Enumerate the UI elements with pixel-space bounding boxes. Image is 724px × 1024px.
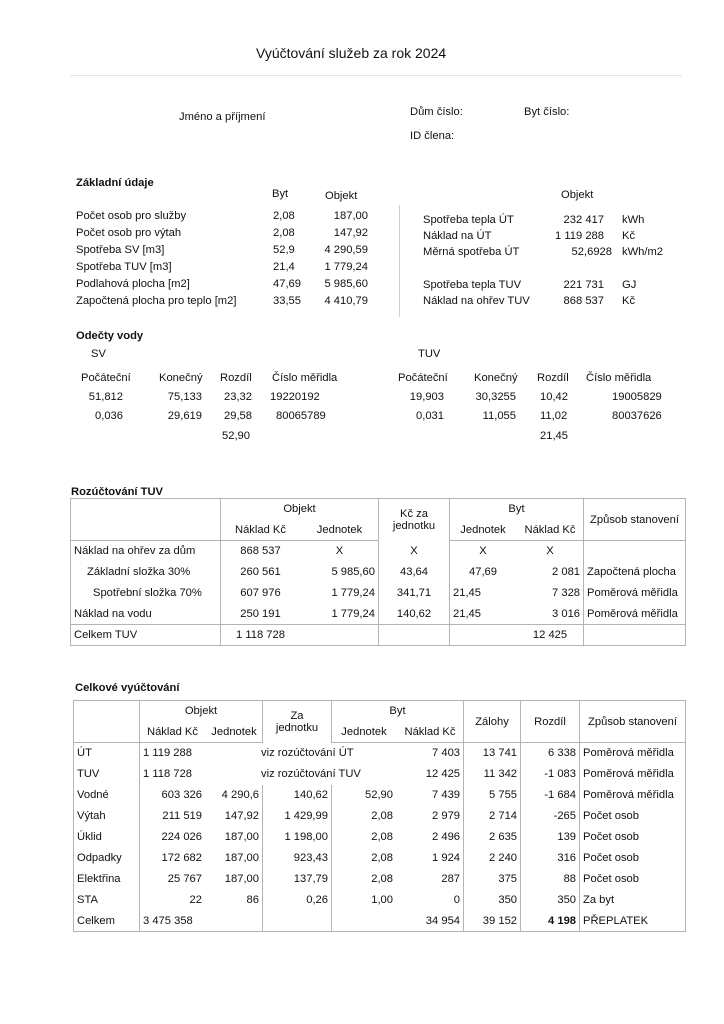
water-cell: 11,055 <box>482 410 516 422</box>
total-row-zalohy: 5 755 <box>464 785 521 806</box>
heat-row-unit: kWh/m2 <box>622 246 664 258</box>
total-row-za-jednotku: 137,79 <box>263 869 332 890</box>
total-row-naklad: 211 519 <box>140 806 206 827</box>
total-row-zpusob: Poměrová měřidla <box>580 785 686 806</box>
heat-row-label: Měrná spotřeba ÚT <box>423 246 520 258</box>
total-row-label: Úklid <box>74 827 140 848</box>
tuv-row-byt-naklad: 2 081 <box>517 562 584 583</box>
tuv-row-naklad: 260 561 <box>221 562 301 583</box>
total-row-rozdil: -1 684 <box>521 785 580 806</box>
total-row-za-jednotku: 140,62 <box>263 785 332 806</box>
water-cell: 19005829 <box>612 391 662 403</box>
total-row-label: STA <box>74 890 140 911</box>
basic-row-byt: 47,69 <box>273 278 301 290</box>
water-cell: 29,619 <box>167 410 202 422</box>
basic-row-label: Počet osob pro výtah <box>76 227 182 239</box>
house-label: Dům číslo: <box>410 106 463 118</box>
heat-row-label: Náklad na ohřev TUV <box>423 295 530 307</box>
total-header-byt-jednotek: Jednotek <box>332 722 397 743</box>
total-sum-zalohy: 39 152 <box>464 911 521 932</box>
heat-row-unit: GJ <box>622 279 637 291</box>
basic-row-label: Spotřeba SV [m3] <box>76 244 165 256</box>
tuv-row-kc: 43,64 <box>379 562 450 583</box>
total-row-rozdil: 6 338 <box>521 743 580 764</box>
total-row-zalohy: 375 <box>464 869 521 890</box>
heat-row-unit: kWh <box>622 214 645 226</box>
tuv-total-naklad: 1 118 728 <box>221 625 301 646</box>
tuv-row-naklad: 868 537 <box>221 541 301 562</box>
basic-row-byt: 33,55 <box>273 295 301 307</box>
basic-right-col-objekt: Objekt <box>561 189 594 201</box>
tuv-row <box>71 583 686 604</box>
tuv-header-jednotek: Jednotek <box>301 520 379 541</box>
total-row-za-jednotku: 923,43 <box>263 848 332 869</box>
tuv-row-label: Základní složka 30% <box>71 562 221 583</box>
total-row-naklad: 25 767 <box>140 869 206 890</box>
tuv-row <box>71 562 686 583</box>
total-row-zalohy: 13 741 <box>464 743 521 764</box>
total-row <box>74 785 686 806</box>
tuv-total-jednotek <box>301 625 379 646</box>
heat-row-value: 868 537 <box>563 295 604 307</box>
tuv-row-jednotek: 5 985,60 <box>301 562 379 583</box>
water-cell: 10,42 <box>540 391 568 403</box>
tuv-row-zpusob <box>584 541 686 562</box>
total-row-zalohy: 2 240 <box>464 848 521 869</box>
total-row-byt-naklad: 7 439 <box>397 785 464 806</box>
tuv-header-byt: Byt <box>450 499 584 520</box>
total-row-label: Výtah <box>74 806 140 827</box>
tuv-total-label: Celkem TUV <box>71 625 221 646</box>
total-row-note: viz rozúčtování ÚT <box>206 743 397 764</box>
total-table <box>73 700 686 932</box>
total-row <box>74 827 686 848</box>
total-row-label: ÚT <box>74 743 140 764</box>
basic-row-objekt: 5 985,60 <box>324 278 368 290</box>
tuv-row-byt-jednotek: X <box>450 541 517 562</box>
total-row-ut <box>74 743 686 764</box>
total-row-naklad: 22 <box>140 890 206 911</box>
total-row-zpusob: Poměrová měřidla <box>580 743 686 764</box>
basic-row-byt: 52,9 <box>273 244 295 256</box>
total-row-naklad: 1 118 728 <box>140 764 206 785</box>
water-cell: 0,031 <box>416 410 444 422</box>
water-col-header: Konečný <box>474 372 518 384</box>
total-row-jednotek: 187,00 <box>206 848 263 869</box>
tuv-row-label: Spotřební složka 70% <box>71 583 221 604</box>
basic-row-byt: 21,4 <box>273 261 295 273</box>
page-title: Vyúčtování služeb za rok 2024 <box>256 45 447 61</box>
water-cell: 30,3255 <box>475 391 516 403</box>
total-row <box>74 848 686 869</box>
water-col-header: Konečný <box>159 372 203 384</box>
total-row-jednotek: 187,00 <box>206 869 263 890</box>
water-cell: 19220192 <box>270 391 320 403</box>
total-row-byt-jednotek: 2,08 <box>332 869 397 890</box>
water-cell: 23,32 <box>224 391 252 403</box>
tuv-header-objekt: Objekt <box>221 499 379 520</box>
total-row-zpusob: Za byt <box>580 890 686 911</box>
tuv-header-empty <box>71 499 221 520</box>
total-row-jednotek: 147,92 <box>206 806 263 827</box>
tuv-header-zpusob: Způsob stanovení <box>584 499 686 541</box>
tuv-row-label: Náklad na vodu <box>71 604 221 625</box>
total-header-byt-naklad: Náklad Kč <box>397 722 464 743</box>
total-row-byt-jednotek: 52,90 <box>332 785 397 806</box>
total-row-note: viz rozúčtování TUV <box>261 768 361 780</box>
flat-label: Byt číslo: <box>524 106 570 118</box>
water-heading: Odečty vody <box>76 330 144 342</box>
total-header-jednotek: Jednotek <box>206 722 263 743</box>
total-row-za-jednotku: 1 429,99 <box>263 806 332 827</box>
heat-row-unit: Kč <box>622 295 636 307</box>
water-col-header: Počáteční <box>81 372 131 384</box>
total-row <box>74 890 686 911</box>
tuv-row-jednotek: 1 779,24 <box>301 604 379 625</box>
total-row-za-jednotku: 0,26 <box>263 890 332 911</box>
total-header-zalohy: Zálohy <box>464 701 521 743</box>
heat-row-value: 52,6928 <box>571 246 612 258</box>
tuv-row-kc: 341,71 <box>379 583 450 604</box>
tuv-total-kc <box>379 625 450 646</box>
tuv-header-byt-jednotek: Jednotek <box>450 520 517 541</box>
total-row-label: Odpadky <box>74 848 140 869</box>
total-row-jednotek: 187,00 <box>206 827 263 848</box>
water-cell: 75,133 <box>167 391 202 403</box>
water-cell: 80065789 <box>276 410 326 422</box>
total-sum-empty <box>206 911 263 932</box>
tuv-total-row <box>71 625 686 646</box>
total-row-zpusob: Počet osob <box>580 827 686 848</box>
tuv-header-naklad: Náklad Kč <box>221 520 301 541</box>
tuv-row-byt-naklad: X <box>517 541 584 562</box>
tuv-row-kc: X <box>379 541 450 562</box>
total-row-zpusob: Poměrová měřidla <box>580 764 686 785</box>
tuv-row-naklad: 250 191 <box>221 604 301 625</box>
total-row-rozdil: 88 <box>521 869 580 890</box>
water-cell: 51,812 <box>88 391 123 403</box>
tuv-header-byt-naklad: Náklad Kč <box>517 520 584 541</box>
basic-row-objekt: 147,92 <box>333 227 368 239</box>
heat-row-label: Náklad na ÚT <box>423 230 492 242</box>
basic-col-byt: Byt <box>272 188 289 200</box>
total-row-zalohy: 2 635 <box>464 827 521 848</box>
tuv-row-kc: 140,62 <box>379 604 450 625</box>
total-row-label: TUV <box>74 764 140 785</box>
total-row <box>74 869 686 890</box>
heat-row-label: Spotřeba tepla ÚT <box>423 214 514 226</box>
total-row-byt-jednotek: 2,08 <box>332 848 397 869</box>
total-row-zalohy: 350 <box>464 890 521 911</box>
total-row-byt-naklad: 0 <box>397 890 464 911</box>
total-row-zalohy: 11 342 <box>464 764 521 785</box>
total-header-rozdil: Rozdíl <box>521 701 580 743</box>
total-row-tuv <box>74 764 686 785</box>
total-row-byt-jednotek: 1,00 <box>332 890 397 911</box>
basic-row-label: Spotřeba TUV [m3] <box>76 261 172 273</box>
total-header-empty <box>74 722 140 743</box>
basic-row-label: Počet osob pro služby <box>76 210 187 222</box>
total-row-rozdil: -265 <box>521 806 580 827</box>
tuv-row <box>71 541 686 562</box>
total-row-byt-jednotek: 2,08 <box>332 827 397 848</box>
total-row-byt-naklad: 7 403 <box>397 743 464 764</box>
tuv-row <box>71 604 686 625</box>
total-row-naklad: 224 026 <box>140 827 206 848</box>
basic-row-objekt: 1 779,24 <box>324 261 368 273</box>
total-header-naklad: Náklad Kč <box>140 722 206 743</box>
water-col-header: Počáteční <box>398 372 448 384</box>
basic-row-objekt: 187,00 <box>333 210 368 222</box>
tuv-row-byt-jednotek: 21,45 <box>450 604 517 625</box>
heat-row-value: 232 417 <box>563 214 604 226</box>
total-header-empty <box>74 701 140 722</box>
total-row-zalohy: 2 714 <box>464 806 521 827</box>
name-label: Jméno a příjmení <box>179 111 266 123</box>
water-cell: 19,903 <box>409 391 444 403</box>
total-row-jednotek: 86 <box>206 890 263 911</box>
total-row-za-jednotku: 1 198,00 <box>263 827 332 848</box>
tuv-total-byt-jednotek <box>450 625 517 646</box>
total-header-objekt: Objekt <box>140 701 263 722</box>
heat-row-value: 1 119 288 <box>555 230 604 242</box>
water-cell: 0,036 <box>95 410 123 422</box>
total-sum-zpusob: PŘEPLATEK <box>580 911 686 932</box>
total-row-rozdil: -1 083 <box>521 764 580 785</box>
basic-row-byt: 2,08 <box>273 227 295 239</box>
total-row-jednotek: 4 290,6 <box>206 785 263 806</box>
water-cell: 29,58 <box>224 410 252 422</box>
tuv-row-byt-jednotek: 47,69 <box>450 562 517 583</box>
water-col-header: Rozdíl <box>537 372 569 384</box>
total-row <box>74 806 686 827</box>
water-sv-total: 52,90 <box>222 430 250 442</box>
total-row-byt-naklad: 12 425 <box>397 764 464 785</box>
total-row-naklad: 172 682 <box>140 848 206 869</box>
total-sum-naklad: 3 475 358 <box>140 911 206 932</box>
total-row-byt-jednotek: 2,08 <box>332 806 397 827</box>
total-sum-empty <box>332 911 397 932</box>
heat-row-label: Spotřeba tepla TUV <box>423 279 522 291</box>
water-cell: 11,02 <box>540 410 568 422</box>
tuv-table <box>70 498 686 646</box>
basic-heading: Základní údaje <box>76 177 154 189</box>
total-sum-rozdil: 4 198 <box>521 911 580 932</box>
total-row-byt-naklad: 2 979 <box>397 806 464 827</box>
total-row-zpusob: Počet osob <box>580 869 686 890</box>
tuv-total-byt-naklad: 12 425 <box>517 625 584 646</box>
total-sum-empty <box>263 911 332 932</box>
total-header-za: Za jednotku <box>263 701 332 743</box>
heat-row-unit: Kč <box>622 230 636 242</box>
tuv-heading: Rozúčtování TUV <box>71 486 163 498</box>
water-col-header: Číslo měřidla <box>586 372 652 384</box>
basic-row-label: Podlahová plocha [m2] <box>76 278 190 290</box>
tuv-header-kc: Kč za jednotku <box>379 499 450 541</box>
basic-row-byt: 2,08 <box>273 210 295 222</box>
total-row-naklad: 603 326 <box>140 785 206 806</box>
total-row-zpusob: Počet osob <box>580 806 686 827</box>
tuv-row-zpusob: Započtená plocha <box>584 562 686 583</box>
total-header-byt: Byt <box>332 701 464 722</box>
water-tuv-label: TUV <box>418 348 441 360</box>
member-id-label: ID člena: <box>410 130 455 142</box>
title-divider <box>70 75 682 76</box>
water-cell: 80037626 <box>612 410 662 422</box>
basic-col-objekt: Objekt <box>325 190 358 202</box>
water-col-header: Rozdíl <box>220 372 252 384</box>
total-row-byt-naklad: 1 924 <box>397 848 464 869</box>
total-row-byt-naklad: 287 <box>397 869 464 890</box>
tuv-header-empty <box>71 520 221 541</box>
total-heading: Celkové vyúčtování <box>75 682 180 694</box>
tuv-row-label: Náklad na ohřev za dům <box>71 541 221 562</box>
basic-row-label: Započtená plocha pro teplo [m2] <box>76 295 237 307</box>
total-row-rozdil: 139 <box>521 827 580 848</box>
tuv-row-zpusob: Poměrová měřidla <box>584 583 686 604</box>
total-row-rozdil: 350 <box>521 890 580 911</box>
basic-row-objekt: 4 290,59 <box>324 244 368 256</box>
total-row-label: Vodné <box>74 785 140 806</box>
total-row-zpusob: Počet osob <box>580 848 686 869</box>
heat-row-value: 221 731 <box>563 279 604 291</box>
basic-divider <box>399 205 400 317</box>
tuv-row-jednotek: X <box>301 541 379 562</box>
total-sum-byt-naklad: 34 954 <box>397 911 464 932</box>
tuv-row-jednotek: 1 779,24 <box>301 583 379 604</box>
total-sum-label: Celkem <box>74 911 140 932</box>
total-row-naklad: 1 119 288 <box>140 743 206 764</box>
total-header-zpusob: Způsob stanovení <box>580 701 686 743</box>
tuv-row-zpusob: Poměrová měřidla <box>584 604 686 625</box>
water-col-header: Číslo měřidla <box>272 372 338 384</box>
tuv-row-byt-naklad: 7 328 <box>517 583 584 604</box>
tuv-row-byt-naklad: 3 016 <box>517 604 584 625</box>
tuv-row-byt-jednotek: 21,45 <box>450 583 517 604</box>
total-row-byt-naklad: 2 496 <box>397 827 464 848</box>
tuv-total-zpusob <box>584 625 686 646</box>
total-row-label: Elektřina <box>74 869 140 890</box>
total-row-rozdil: 316 <box>521 848 580 869</box>
tuv-row-naklad: 607 976 <box>221 583 301 604</box>
water-sv-label: SV <box>91 348 106 360</box>
water-tuv-total: 21,45 <box>540 430 568 442</box>
basic-row-objekt: 4 410,79 <box>324 295 368 307</box>
total-sum-row <box>74 911 686 932</box>
